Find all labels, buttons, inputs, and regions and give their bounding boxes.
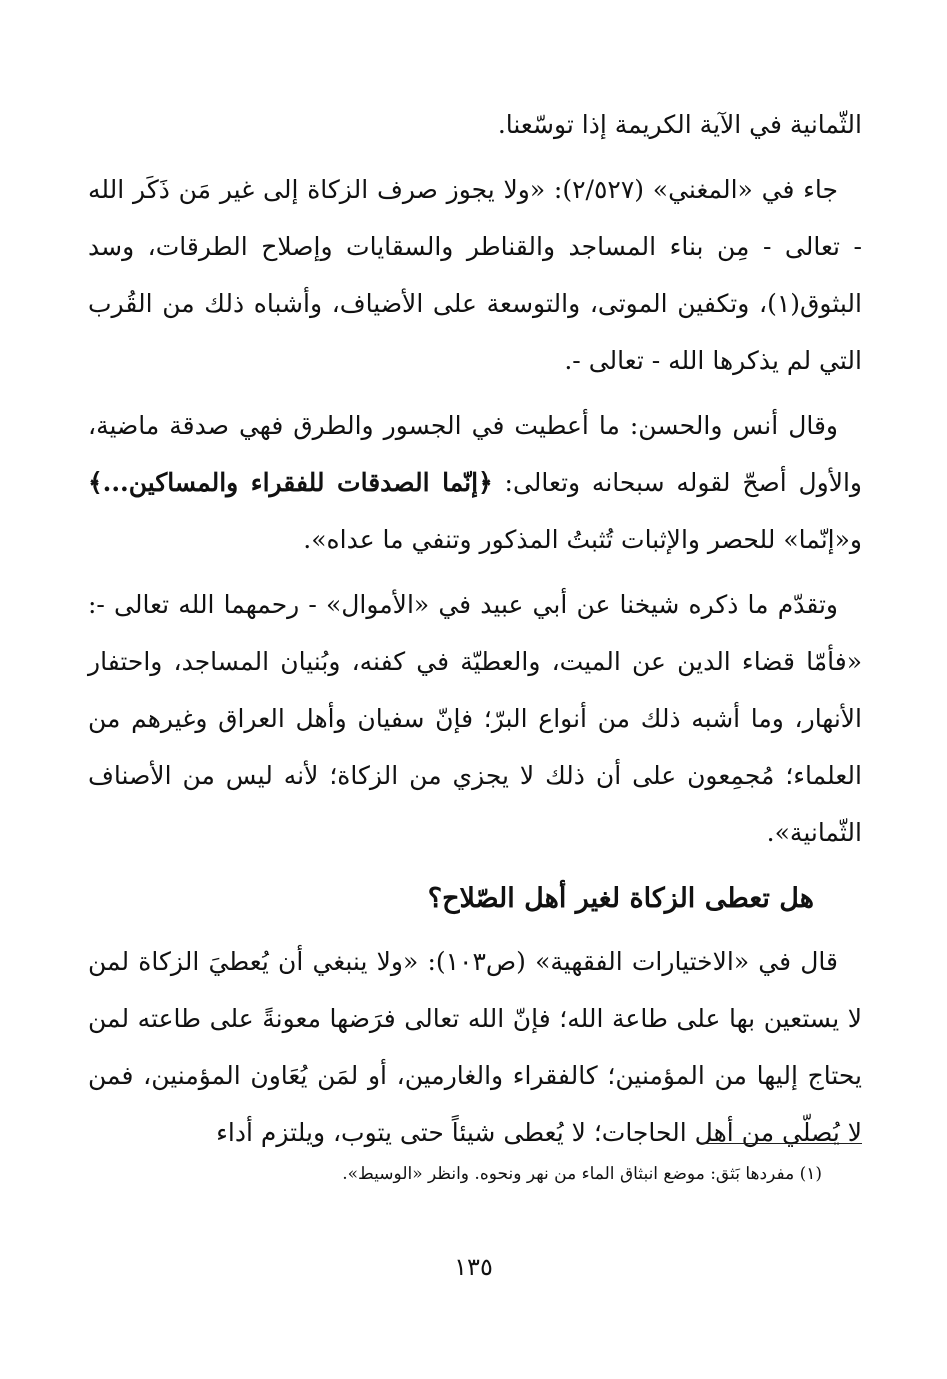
- paragraph-1: الثّمانية في الآية الكريمة إذا توسّعنا.: [497, 110, 862, 139]
- paragraph-mughni-quote: جاء في «المغني» (٢/٥٢٧): «ولا يجوز صرف الزكاة إلى غير مَن ذَكَر الله - تعالى - مِن بناء المساجد والقناطر والسقايات وإصلاح الطرقات، وسد البثوق(١)، وتكفين الموتى، والتوسعة على الأضياف، وأشباه ذلك من القُرب التي لم يذكرها الله - تعالى -.: [88, 175, 862, 375]
- paragraph-ikhtiyarat: قال في «الاختيارات الفقهية» (ص١٠٣): «ولا ينبغي أن يُعطيَ الزكاة لمن لا يستعين بها على طاعة الله؛ فإنّ الله تعالى فرَضها معونةً على طاعته لمن يحتاج إليها من المؤمنين؛ كالفقراء والغارمين، أو لمَن يُعَاون المؤمنين، فمن لا يُصلّي من أهل الحاجات؛ لا يُعطى شيئاً حتى يتوب، ويلتزم أداء: [88, 947, 862, 1147]
- paragraph-abu-ubaid: وتقدّم ما ذكره شيخنا عن أبي عبيد في «الأموال» - رحمهما الله تعالى -: «فأمّا قضاء الدين عن الميت، والعطيّة في كفنه، وبُنيان المساجد، واحتفار الأنهار، وما أشبه ذلك من أنواع البرّ؛ فإنّ سفيان وأهل العراق وغيرهم من العلماء؛ مُجمِعون على أن ذلك لا يجزي من الزكاة؛ لأنه ليس من الأصناف الثّمانية».: [88, 590, 862, 847]
- page-number: ١٣٥: [454, 1253, 493, 1281]
- quran-verse: ﴿إنّما الصدقات للفقراء والمساكين...﴾: [88, 468, 493, 497]
- paragraph-anas-hasan-after: و«إنّما» للحصر والإثبات تُثبتُ المذكور وتنفي ما عداه».: [303, 525, 862, 554]
- paragraph-anas-hasan-before: وقال أنس والحسن: ما أعطيت في الجسور والطرق فهي صدقة ماضية، والأول أصحّ لقوله سبحانه وتعالى:: [88, 411, 862, 497]
- footnote-divider: [702, 1143, 862, 1144]
- paragraph-anas-hasan: [88, 397, 862, 568]
- footnote: (١) مفردها بَثق: موضع انبثاق الماء من نهر ونحوه. وانظر «الوسيط».: [342, 1164, 822, 1184]
- section-heading: هل تعطى الزكاة لغير أهل الصّلاح؟: [427, 883, 814, 914]
- page-body: [88, 96, 862, 1169]
